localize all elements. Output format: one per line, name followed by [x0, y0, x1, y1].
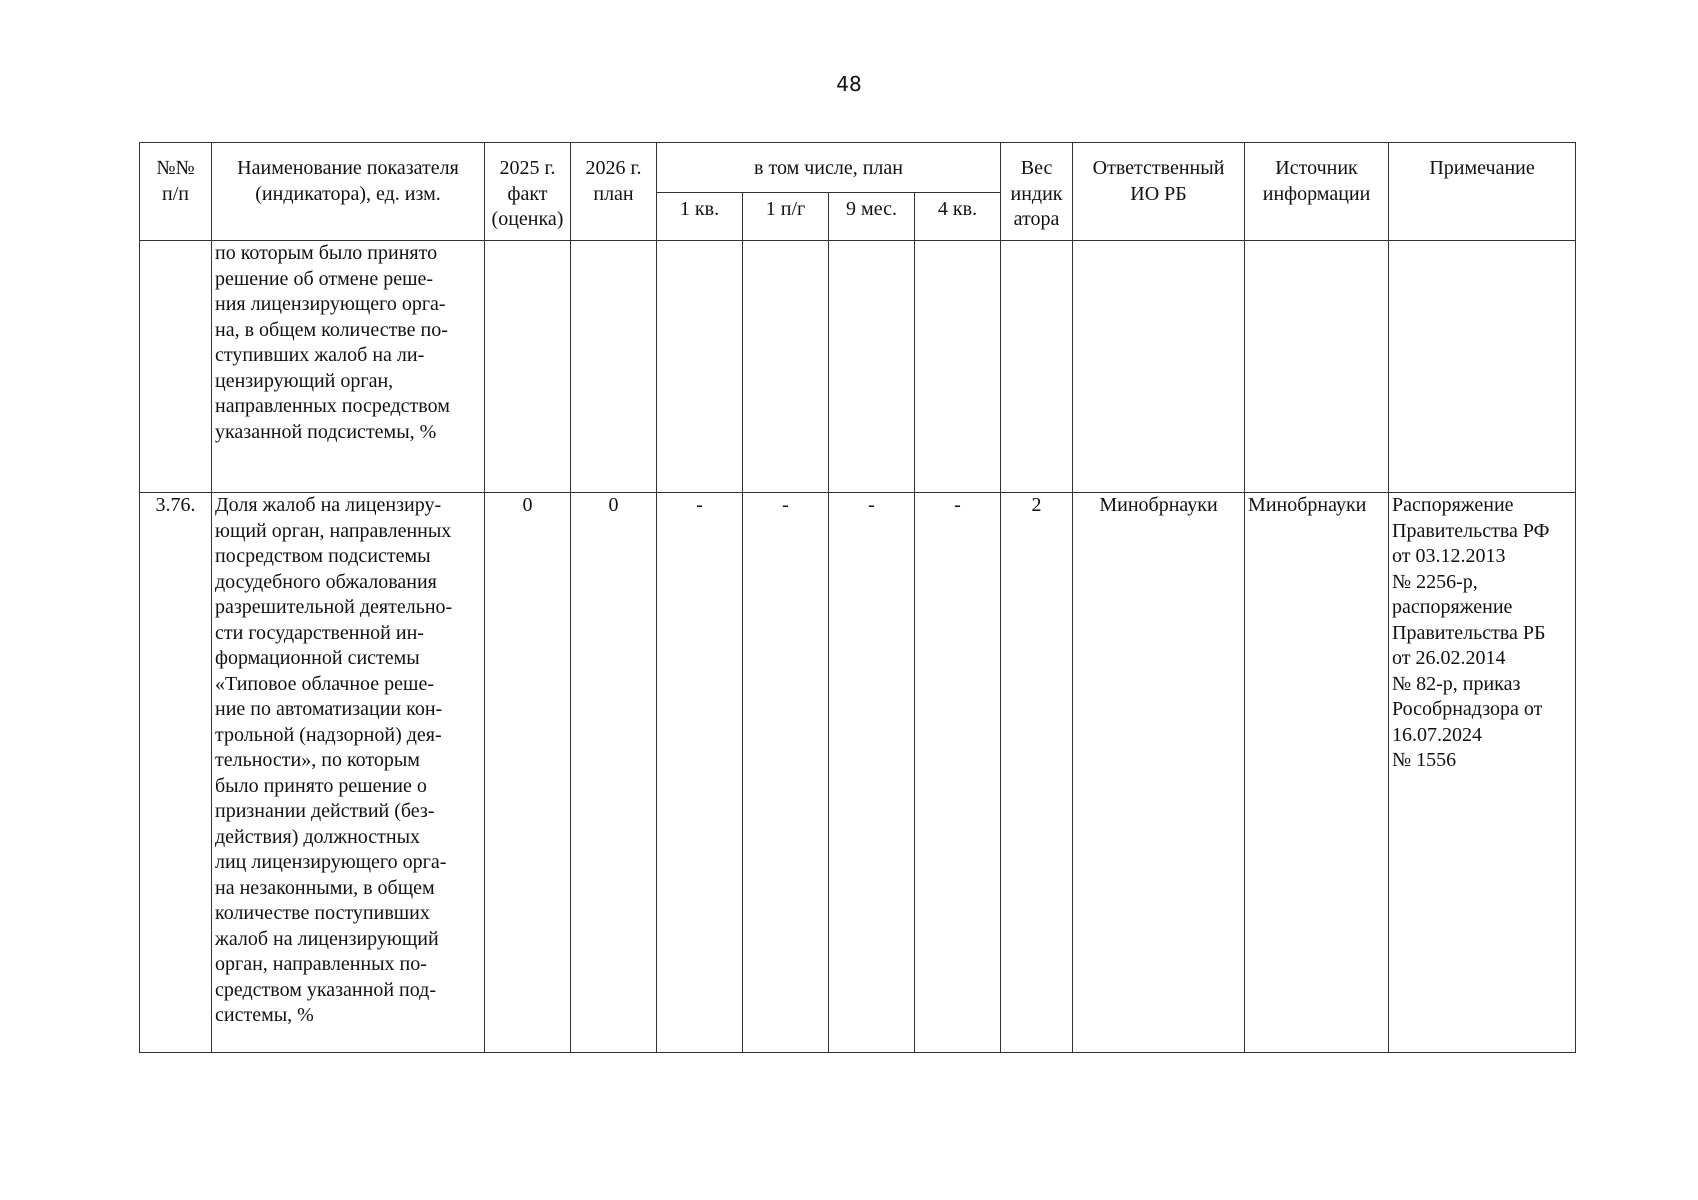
note — [1389, 241, 1576, 493]
note: Распоряжение Правительства РФ от 03.12.2013 № 2256-р, распоряжение Правительства РБ от 26.02.2014 № 82-р, приказ Рособрнадзора от 16.07.2024 № 1556 — [1389, 493, 1576, 1053]
header-note: Примечание — [1389, 143, 1576, 241]
fact-2025 — [485, 241, 571, 493]
header-q1: 1 кв. — [657, 193, 743, 241]
info-source: Минобрнауки — [1245, 493, 1389, 1053]
indicator-name: Доля жалоб на лицензиру- ющий орган, направленных посредством подсистемы досудебного обжалования разрешительной деятельно- сти государственной ин- формационной системы «Типовое облачное реше- ние по автоматизации кон- трольной (надзорной) дея- тельности», по которым было принято решение о признании действий (без- действия) должностных лиц лицензирующего орга- на незаконными, в общем количестве поступивших жалоб на лицензирующий орган, направленных по- средством указанной под- системы, % — [212, 493, 485, 1053]
plan-2026 — [571, 241, 657, 493]
plan-q1: - — [657, 493, 743, 1053]
header-responsible: Ответственный ИО РБ — [1073, 143, 1245, 241]
plan-9m: - — [829, 493, 915, 1053]
indicator-weight — [1001, 241, 1073, 493]
indicators-table — [139, 142, 1576, 1053]
indicator-weight: 2 — [1001, 493, 1073, 1053]
plan-q4: - — [915, 493, 1001, 1053]
header-indicator-name: Наименование показателя (индикатора), ед. изм. — [212, 143, 485, 241]
plan-h1 — [743, 241, 829, 493]
header-weight: Вес индик атора — [1001, 143, 1073, 241]
fact-2025: 0 — [485, 493, 571, 1053]
indicator-name: по которым было принято решение об отмене реше- ния лицензирующего орга- на, в общем количестве по- ступивших жалоб на ли- цензирующий орган, направленных посредством указанной подсистемы, % — [212, 241, 485, 493]
header-source: Источник информации — [1245, 143, 1389, 241]
page-number: 48 — [836, 72, 862, 96]
row-number — [140, 241, 212, 493]
header-number: №№ п/п — [140, 143, 212, 241]
header-2025-fact: 2025 г. факт (оценка) — [485, 143, 571, 241]
header-2026-plan: 2026 г. план — [571, 143, 657, 241]
header-9m: 9 мес. — [829, 193, 915, 241]
responsible — [1073, 241, 1245, 493]
plan-2026: 0 — [571, 493, 657, 1053]
table-row — [140, 493, 1576, 1053]
info-source — [1245, 241, 1389, 493]
table-row — [140, 241, 1576, 493]
row-number: 3.76. — [140, 493, 212, 1053]
plan-9m — [829, 241, 915, 493]
header-plan-group: в том числе, план — [657, 143, 1001, 193]
plan-h1: - — [743, 493, 829, 1053]
plan-q4 — [915, 241, 1001, 493]
responsible: Минобрнауки — [1073, 493, 1245, 1053]
header-q4: 4 кв. — [915, 193, 1001, 241]
header-h1: 1 п/г — [743, 193, 829, 241]
plan-q1 — [657, 241, 743, 493]
table-header — [140, 143, 1576, 241]
